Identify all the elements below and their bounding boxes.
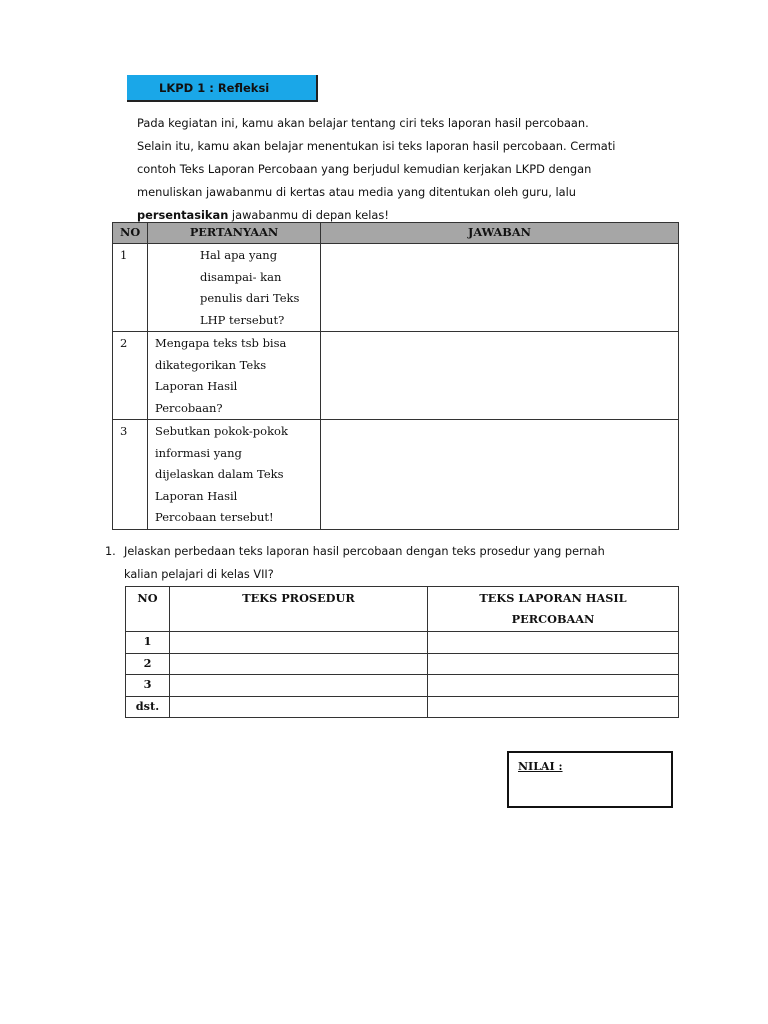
worksheet-title: LKPD 1 : Refleksi bbox=[127, 75, 318, 102]
intro-line: Pada kegiatan ini, kamu akan belajar tentang ciri teks laporan hasil percobaan. bbox=[137, 116, 589, 130]
row-number: 3 bbox=[126, 675, 170, 697]
table-row bbox=[126, 653, 679, 675]
row-number: dst. bbox=[126, 696, 170, 718]
question-line: penulis dari Teks bbox=[200, 291, 300, 305]
header-answer: JAWABAN bbox=[321, 223, 679, 244]
table-row bbox=[113, 420, 679, 530]
header-report-text bbox=[428, 587, 679, 632]
header-line: PERCOBAAN bbox=[511, 612, 595, 626]
intro-bold-word: persentasikan bbox=[137, 208, 229, 222]
row-number: 3 bbox=[113, 420, 148, 530]
question-number: 1. bbox=[105, 545, 116, 558]
row-number: 1 bbox=[126, 632, 170, 654]
header-line: TEKS LAPORAN HASIL bbox=[479, 591, 627, 605]
answer-cell[interactable] bbox=[321, 332, 679, 420]
intro-line-rest: jawabanmu di depan kelas! bbox=[228, 208, 389, 222]
question-line: Sebutkan pokok-pokok bbox=[155, 424, 288, 438]
answer-cell[interactable] bbox=[321, 244, 679, 332]
question-line: Jelaskan perbedaan teks laporan hasil percobaan dengan teks prosedur yang pernah bbox=[124, 545, 605, 558]
table-row bbox=[113, 244, 679, 332]
row-number: 1 bbox=[113, 244, 148, 332]
question-line: Mengapa teks tsb bisa bbox=[155, 336, 287, 350]
question-line: Laporan Hasil bbox=[155, 379, 238, 393]
question-cell bbox=[148, 244, 321, 332]
procedure-cell[interactable] bbox=[170, 675, 428, 697]
score-box[interactable] bbox=[507, 751, 673, 808]
procedure-cell[interactable] bbox=[170, 632, 428, 654]
intro-paragraph bbox=[137, 112, 679, 227]
score-label: NILAI : bbox=[518, 760, 563, 773]
question-line: Percobaan? bbox=[155, 400, 223, 415]
procedure-cell[interactable] bbox=[170, 696, 428, 718]
answer-cell[interactable] bbox=[321, 420, 679, 530]
report-cell[interactable] bbox=[428, 632, 679, 654]
header-no: NO bbox=[126, 587, 170, 632]
table-row bbox=[126, 696, 679, 718]
report-cell[interactable] bbox=[428, 653, 679, 675]
question-text bbox=[124, 540, 680, 586]
header-no: NO bbox=[113, 223, 148, 244]
intro-line: Selain itu, kamu akan belajar menentukan isi teks laporan hasil percobaan. Cermati bbox=[137, 139, 616, 153]
table-row bbox=[126, 632, 679, 654]
header-procedure-text: TEKS PROSEDUR bbox=[170, 587, 428, 632]
question-line: Hal apa yang bbox=[200, 248, 278, 262]
procedure-cell[interactable] bbox=[170, 653, 428, 675]
table-row bbox=[126, 675, 679, 697]
question-line: dikategorikan Teks bbox=[155, 357, 267, 372]
question-cell bbox=[148, 420, 321, 530]
question-line: disampai- kan bbox=[200, 269, 282, 284]
comparison-table bbox=[125, 586, 679, 718]
row-number: 2 bbox=[113, 332, 148, 420]
report-cell[interactable] bbox=[428, 675, 679, 697]
question-line: Percobaan tersebut! bbox=[155, 510, 274, 524]
report-cell[interactable] bbox=[428, 696, 679, 718]
reflection-table bbox=[112, 222, 679, 530]
question-cell bbox=[148, 332, 321, 420]
header-question: PERTANYAAN bbox=[148, 223, 321, 244]
question-line: dijelaskan dalam Teks bbox=[155, 467, 284, 481]
intro-line: contoh Teks Laporan Percobaan yang berjudul kemudian kerjakan LKPD dengan bbox=[137, 162, 592, 176]
question-line: kalian pelajari di kelas VII? bbox=[124, 568, 274, 581]
question-line: informasi yang bbox=[155, 445, 242, 460]
intro-line: menuliskan jawabanmu di kertas atau media yang ditentukan oleh guru, lalu bbox=[137, 185, 576, 199]
table-row bbox=[113, 332, 679, 420]
row-number: 2 bbox=[126, 653, 170, 675]
question-line: Laporan Hasil bbox=[155, 488, 238, 503]
question-line: LHP tersebut? bbox=[200, 312, 285, 327]
question-2 bbox=[105, 540, 680, 586]
